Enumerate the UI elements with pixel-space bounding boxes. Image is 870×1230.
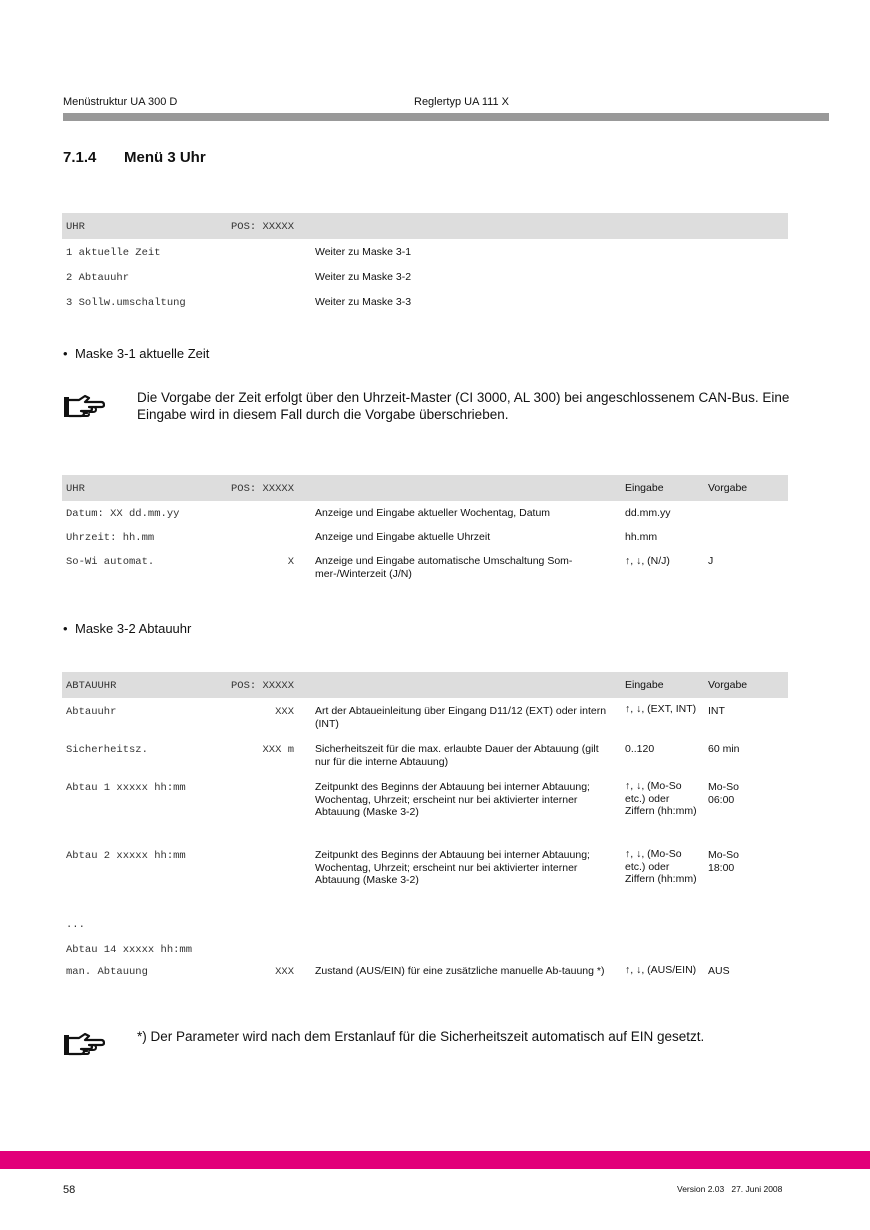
row-description: Weiter zu Maske 3-1 — [315, 246, 412, 258]
row-label: 2 Abtauuhr — [66, 272, 130, 284]
row-label: So-Wi automat. — [66, 556, 155, 568]
header-cell-pos: POS: XXXXX — [230, 680, 294, 692]
menu-table — [62, 213, 788, 314]
row-description: Anzeige und Eingabe automatische Umschaltung Som-mer-/Winterzeit (J/N) — [315, 555, 573, 580]
table-row — [62, 698, 788, 737]
row-description: Weiter zu Maske 3-3 — [315, 296, 412, 308]
header-cell-input: Eingabe — [625, 679, 664, 691]
section-title — [63, 149, 206, 166]
header-rule — [63, 113, 829, 121]
bullet-dot: • — [63, 621, 68, 636]
row-input: ↑, ↓, (Mo-So etc.) oder Ziffern (hh:mm) — [625, 848, 697, 885]
header-cell-name: UHR — [66, 221, 85, 233]
row-input: ↑, ↓, (AUS/EIN) — [625, 964, 697, 976]
row-input: ↑, ↓, (N/J) — [625, 555, 670, 567]
bullet-dot: • — [63, 346, 68, 361]
table-row — [62, 549, 788, 583]
row-label: man. Abtauung — [66, 966, 148, 978]
row-default: 60 min — [708, 743, 740, 755]
table-row — [62, 775, 788, 844]
table-row — [62, 264, 788, 289]
row-input: dd.mm.yy — [625, 507, 671, 519]
row-label: Abtau 14 xxxxx hh:mm — [66, 944, 193, 956]
version-date: Version 2.03 27. Juni 2008 — [677, 1184, 783, 1194]
row-default: AUS — [708, 965, 730, 977]
bullet-text: Maske 3-2 Abtauuhr — [75, 621, 192, 636]
row-label: Datum: XX dd.mm.yy — [66, 508, 180, 520]
table-header — [62, 672, 788, 698]
row-value: XXX m — [262, 744, 294, 756]
table-row — [62, 239, 788, 264]
header-cell-default: Vorgabe — [708, 482, 748, 494]
row-input: 0..120 — [625, 743, 655, 755]
pointing-hand-icon — [63, 1032, 105, 1060]
row-description: Weiter zu Maske 3-2 — [315, 271, 412, 283]
row-default: Mo-So 18:00 — [708, 849, 739, 874]
row-input: hh.mm — [625, 531, 658, 543]
row-value: XXX — [275, 706, 294, 718]
header-doc-title: Menüstruktur UA 300 D — [63, 96, 178, 108]
row-default: Mo-So 06:00 — [708, 781, 739, 806]
section-title-text: Menü 3 Uhr — [124, 149, 206, 166]
row-label: 3 Sollw.umschaltung — [66, 297, 186, 309]
table-row — [62, 844, 788, 914]
table-row — [62, 960, 788, 994]
header-cell-pos: POS: XXXXX — [230, 221, 294, 233]
row-input: ↑, ↓, (Mo-So etc.) oder Ziffern (hh:mm) — [625, 780, 697, 817]
row-label: Abtau 2 xxxxx hh:mm — [66, 850, 186, 862]
bullet-mask-3-2 — [63, 621, 191, 636]
row-description: Zustand (AUS/EIN) für eine zusätzliche manuelle Ab-tauung *) — [315, 965, 605, 977]
row-label: 1 aktuelle Zeit — [66, 247, 161, 259]
row-description: Anzeige und Eingabe aktueller Wochentag, Datum — [315, 507, 551, 519]
table-row — [62, 914, 788, 938]
row-default: J — [708, 555, 714, 567]
header-cell-default: Vorgabe — [708, 679, 748, 691]
row-default: INT — [708, 705, 725, 717]
row-input: ↑, ↓, (EXT, INT) — [625, 703, 697, 715]
row-description: Zeitpunkt des Beginns der Abtauung bei interner Abtauung; Wochentag, Uhrzeit; erscheint nur bei aktivierter interner Abtauung (Maske 3-2) — [315, 781, 590, 818]
note-safety-time: *) Der Parameter wird nach dem Erstanlauf für die Sicherheitszeit automatisch auf EIN gesetzt. — [137, 1029, 705, 1044]
header-cell-name: ABTAUUHR — [66, 680, 117, 692]
table-row — [62, 289, 788, 314]
row-label: Sicherheitsz. — [66, 744, 148, 756]
note-can-bus: Die Vorgabe der Zeit erfolgt über den Uhrzeit-Master (CI 3000, AL 300) bei angeschlossenem CAN-Bus. Eine Eingabe wird in diesem Fall durch die Vorgabe überschrieben. — [137, 390, 790, 422]
bullet-text: Maske 3-1 aktuelle Zeit — [75, 346, 210, 361]
row-description: Anzeige und Eingabe aktuelle Uhrzeit — [315, 531, 491, 543]
table-row — [62, 938, 788, 960]
table-header — [62, 475, 788, 501]
row-value: XXX — [275, 966, 294, 978]
row-description: Zeitpunkt des Beginns der Abtauung bei interner Abtauung; Wochentag, Uhrzeit; erscheint nur bei aktivierter interner Abtauung (Maske 3-2) — [315, 849, 590, 886]
section-number: 7.1.4 — [63, 149, 97, 166]
mask-3-1-table — [62, 475, 788, 583]
page-number: 58 — [63, 1184, 76, 1196]
header-cell-pos: POS: XXXXX — [230, 483, 294, 495]
row-label: Abtauuhr — [66, 706, 117, 718]
table-row — [62, 501, 788, 525]
table-row — [62, 737, 788, 775]
table-header — [62, 213, 788, 239]
row-description: Sicherheitszeit für die max. erlaubte Dauer der Abtauung (gilt nur für die interne Abtauung) — [315, 743, 599, 768]
header-cell-input: Eingabe — [625, 482, 664, 494]
row-label: Abtau 1 xxxxx hh:mm — [66, 782, 186, 794]
bullet-mask-3-1 — [63, 346, 209, 361]
pointing-hand-icon — [63, 394, 105, 422]
header-controller-type: Reglertyp UA 111 X — [414, 96, 509, 108]
header-cell-name: UHR — [66, 483, 85, 495]
row-label: ... — [66, 919, 85, 931]
row-value: X — [287, 556, 294, 568]
footer-accent-bar — [0, 1151, 870, 1169]
mask-3-2-table — [62, 672, 788, 994]
row-label: Uhrzeit: hh.mm — [66, 532, 155, 544]
row-description: Art der Abtaueinleitung über Eingang D11/12 (EXT) oder intern (INT) — [315, 705, 607, 730]
table-row — [62, 525, 788, 549]
